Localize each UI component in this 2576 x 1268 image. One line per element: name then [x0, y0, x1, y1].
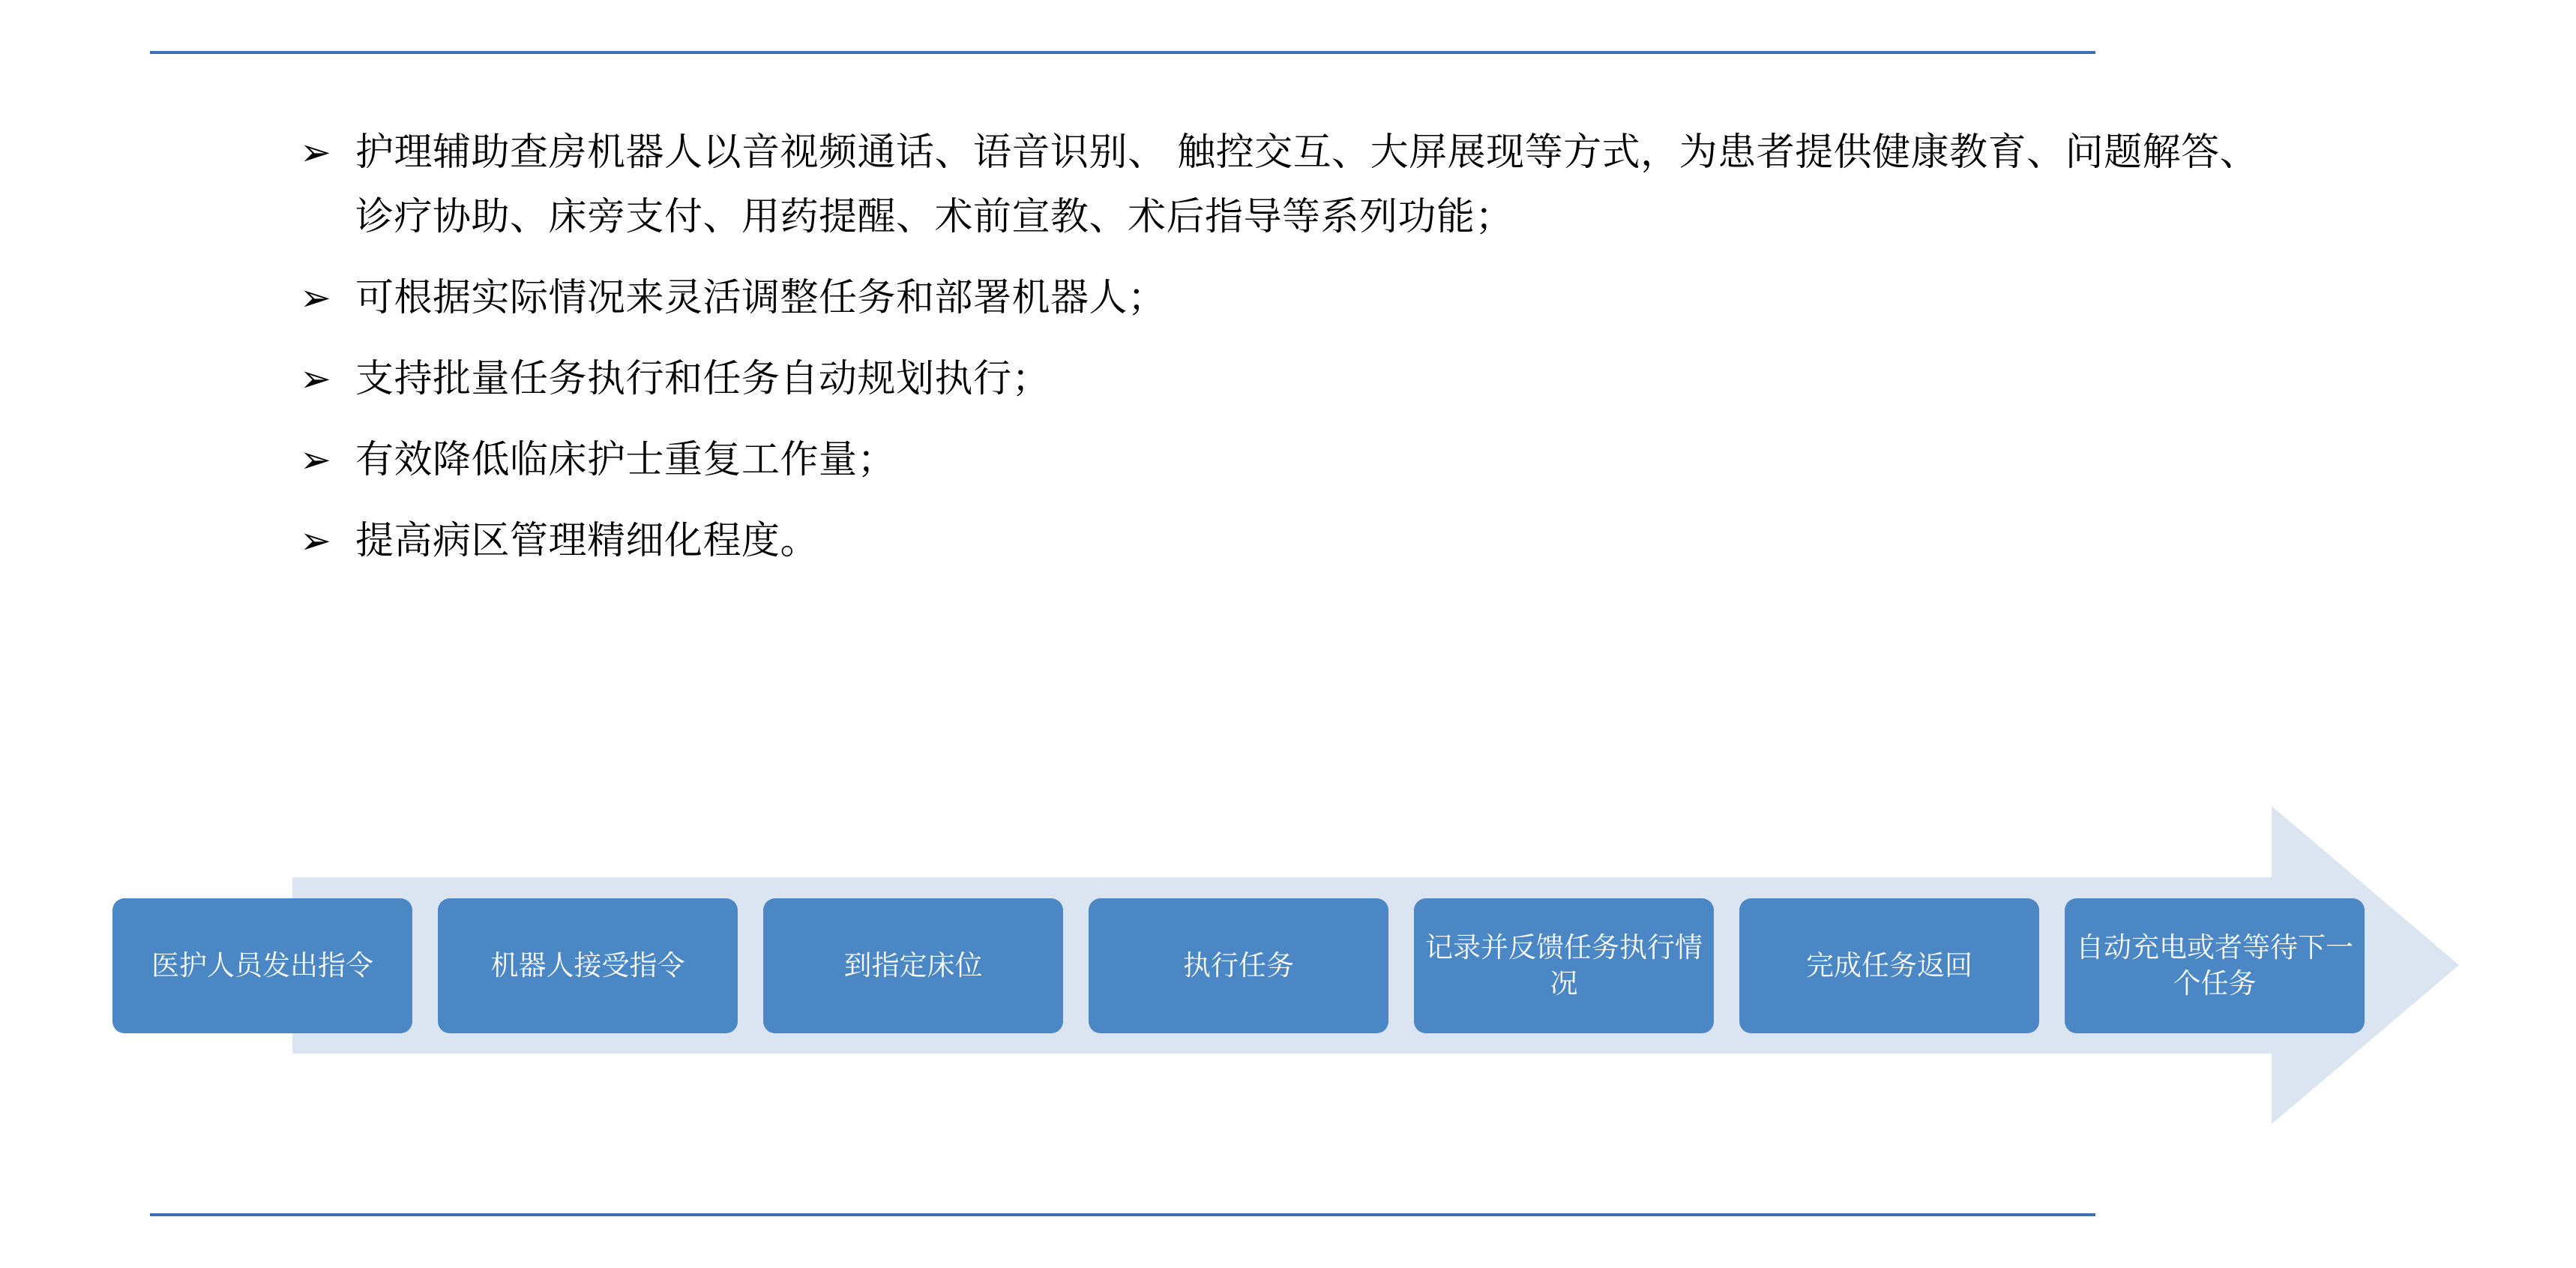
process-flow-diagram: [112, 799, 2459, 1129]
bullet-text: 护理辅助查房机器人以音视频通话、语音识别、 触控交互、大屏展现等方式，为患者提供健康教育、问题解答、诊疗协助、床旁支付、用药提醒、术前宣教、术后指导等系列功能；: [355, 130, 2259, 238]
process-step: 到指定床位: [763, 898, 1063, 1033]
process-step: 完成任务返回: [1739, 898, 2039, 1033]
bullet-list: [300, 120, 2324, 589]
list-item: [300, 265, 2324, 330]
process-step: 执行任务: [1089, 898, 1388, 1033]
bullet-arrow-icon: ➢: [300, 357, 331, 400]
bottom-divider-line: [150, 1213, 2095, 1216]
bullet-arrow-icon: ➢: [300, 276, 331, 319]
bullet-arrow-icon: ➢: [300, 519, 331, 562]
bullet-text: 有效降低临床护士重复工作量；: [355, 438, 897, 481]
list-item: [300, 427, 2324, 492]
process-step-list: [112, 881, 2459, 1050]
list-item: [300, 120, 2324, 249]
process-step: 机器人接受指令: [438, 898, 738, 1033]
list-item: [300, 346, 2324, 411]
bullet-arrow-icon: ➢: [300, 130, 331, 174]
process-step: 自动充电或者等待下一个任务: [2065, 898, 2365, 1033]
bullet-text: 提高病区管理精细化程度。: [355, 519, 819, 562]
bullet-arrow-icon: ➢: [300, 438, 331, 481]
list-item: [300, 508, 2324, 573]
process-step: 医护人员发出指令: [112, 898, 412, 1033]
bullet-text: 支持批量任务执行和任务自动规划执行；: [355, 357, 1051, 400]
process-step: 记录并反馈任务执行情况: [1414, 898, 1714, 1033]
top-divider-line: [150, 51, 2095, 54]
bullet-text: 可根据实际情况来灵活调整任务和部署机器人；: [355, 276, 1167, 319]
